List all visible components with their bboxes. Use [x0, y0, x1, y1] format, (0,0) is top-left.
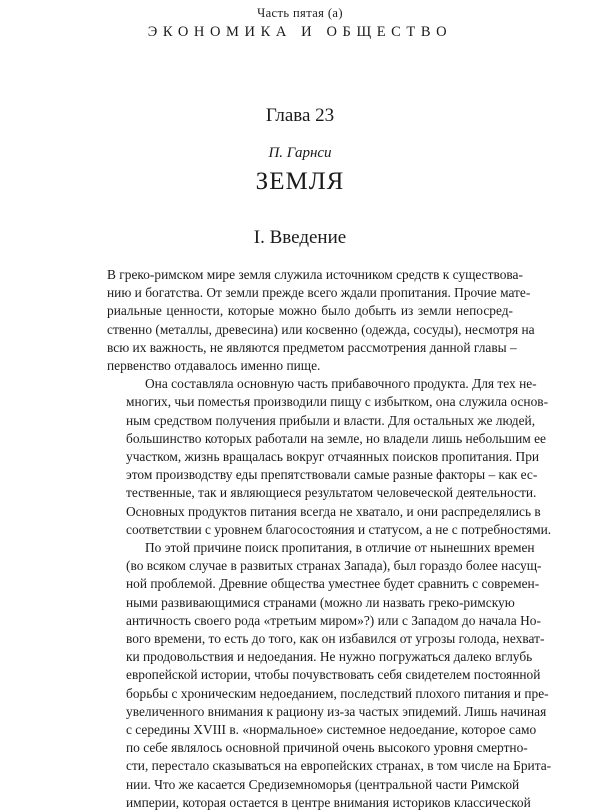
text-line: ным средством получения прибыли и власти. Для остальных же людей, — [126, 412, 536, 428]
chapter-label: Глава 23 — [265, 105, 335, 126]
text-line: по себе являлось основной причиной очень высокого уровня смертно- — [126, 740, 528, 756]
text-line: многих, чьи поместья производили пищу с избытком, она служила основ- — [126, 394, 549, 410]
text-line: Основных продуктов питания всегда не хватало, и они распределялись в — [126, 503, 541, 519]
text-line: ственно (металлы, древесина) или косвенно (одежда, сосуды), несмотря на — [107, 321, 535, 337]
text-line: ной проблемой. Древние общества уместнее будет сравнить с современ- — [126, 576, 540, 592]
paragraph — [107, 539, 552, 812]
text-line: нии. Что же касается Средиземноморья (центральной части Римской — [126, 776, 520, 792]
body-text — [107, 266, 552, 812]
text-line: этом производству еды препятствовали самые разные факторы – как ес- — [126, 467, 538, 483]
text-line: В греко-римском мире земля служила источником средств к существова- — [107, 267, 523, 282]
section-heading: I. Введение — [253, 227, 347, 248]
text-line: большинство которых работали на земле, но владели лишь небольшим ее — [126, 430, 546, 446]
text-line: античность своего рода «третьим миром»?) или с Западом до начала Но- — [126, 612, 541, 628]
running-head-title: ЭКОНОМИКА И ОБЩЕСТВО — [147, 24, 453, 40]
text-line: По этой причине поиск пропитания, в отличие от нынешних времен — [145, 540, 535, 556]
text-line: вого времени, то есть до того, как он избавился от угрозы голода, нехват- — [126, 631, 545, 647]
text-line: увеличенного внимания к рациону из-за частых эпидемий. Лишь начиная — [126, 703, 547, 719]
text-line: всю их важность, не являются предметом рассмотрения данной главы – — [107, 339, 517, 355]
text-line: ными развивающимися странами (можно ли назвать греко-римскую — [126, 594, 515, 610]
text-line: с середины XVIII в. «нормальное» системное недоедание, которое само — [126, 722, 537, 738]
chapter-author: П. Гарнси — [268, 145, 332, 161]
text-line: соответствии с уровнем благосостояния и статусом, а не с потребностями. — [126, 521, 552, 537]
text-line: Она составляла основную часть прибавочного продукта. Для тех не- — [145, 376, 537, 392]
chapter-title: ЗЕМЛЯ — [255, 168, 345, 195]
paragraph — [107, 375, 552, 539]
running-head-part: Часть пятая (a) — [257, 6, 343, 20]
paragraph — [107, 266, 535, 375]
text-line: империи, которая остается в центре внимания историков классической — [126, 794, 531, 810]
text-line: европейской истории, чтобы почувствовать себя свидетелем постоянной — [126, 667, 541, 683]
text-line: сти, перестало сказываться на европейских странах, в том числе на Брита- — [126, 758, 552, 774]
text-line: нию и богатства. От земли прежде всего ждали пропитания. Прочие мате- — [107, 285, 531, 301]
text-line: первенство отдавалось именно пище. — [107, 358, 321, 374]
text-line: борьбы с хроническим недоеданием, последствий плохого питания и пре- — [126, 685, 549, 701]
text-line: ки продовольствия и недоедания. Не нужно погружаться далеко вглубь — [126, 649, 533, 665]
text-line: (во всяком случае в развитых странах Запада), был гораздо более насущ- — [126, 558, 542, 574]
text-line: тественные, так и являющиеся результатом человеческой деятельности. — [126, 485, 537, 501]
text-line: участком, жизнь вращалась вокруг отчаянных поисков пропитания. При — [126, 449, 540, 465]
text-line: риальные ценности, которые можно было добыть из земли непосред- — [107, 303, 513, 319]
